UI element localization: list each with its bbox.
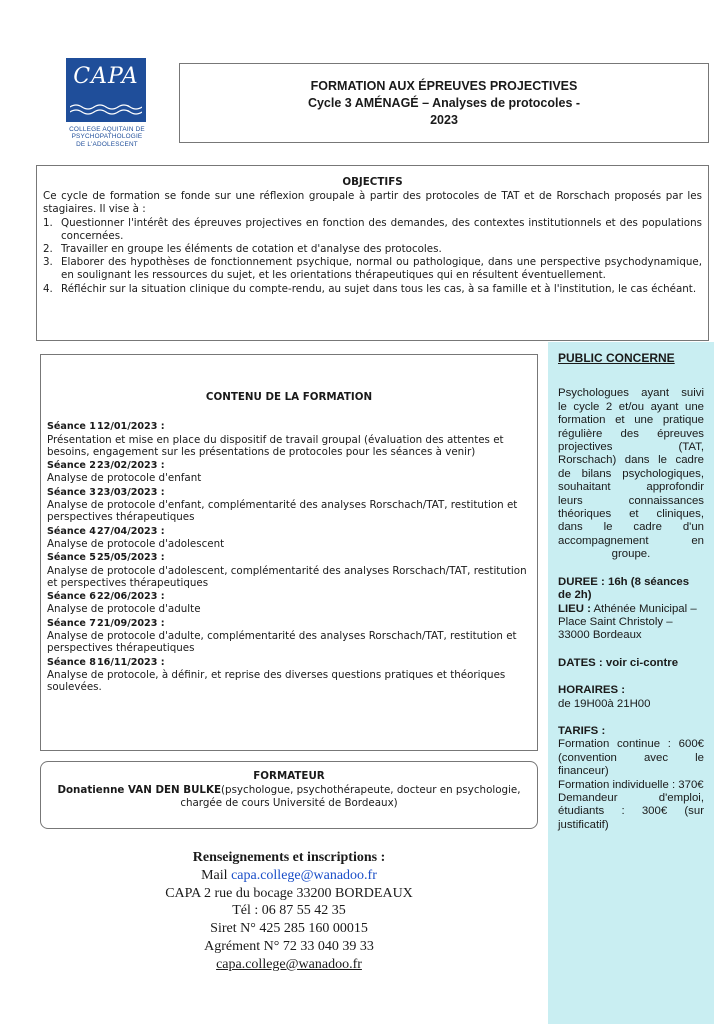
session-description: Analyse de protocole d'enfant bbox=[47, 472, 202, 485]
contact-mail-line: Mail capa.college@wanadoo.fr bbox=[201, 867, 377, 883]
session-header: Séance 721/09/2023 : bbox=[47, 617, 165, 629]
info-sidebar bbox=[548, 342, 714, 1024]
price-continue: Formation continue : 600€ (convention avec le financeur) bbox=[558, 738, 704, 778]
session-header: Séance 323/03/2023 : bbox=[47, 486, 165, 498]
contact-address: CAPA 2 rue du bocage 33200 BORDEAUX bbox=[165, 885, 413, 901]
public-description: Psychologues ayant suivi le cycle 2 et/ou ayant une formation et une pratique régulière des épreuves projectives (TAT, Rorschach) dans le cadre de bilans psychologiques, souhaitant approfondir leurs connaissances théoriques et cliniques, dans le cadre d'un accompagnement en groupe. bbox=[558, 387, 704, 561]
session-header: Séance 112/01/2023 : bbox=[47, 421, 165, 433]
email-link[interactable]: capa.college@wanadoo.fr bbox=[231, 867, 377, 883]
hours-heading: HORAIRES : bbox=[558, 684, 626, 697]
session-header: Séance 816/11/2023 : bbox=[47, 656, 165, 668]
title-line-3: 2023 bbox=[430, 113, 458, 127]
content-heading: CONTENU DE LA FORMATION bbox=[205, 391, 373, 403]
contact-heading: Renseignements et inscriptions : bbox=[192, 850, 386, 865]
title-line-2: Cycle 3 AMÉNAGÉ – Analyses de protocoles - bbox=[307, 96, 581, 110]
contact-block bbox=[40, 849, 538, 974]
objectives-heading: OBJECTIFS bbox=[342, 176, 403, 188]
session-description: Analyse de protocole, à définir, et reprise des diverses questions pratiques et théoriques soulevées. bbox=[47, 668, 506, 694]
wave-icon bbox=[70, 102, 142, 116]
list-item: 1. Questionner l'intérêt des épreuves projectives en fonction des demandes, des contextes institutionnels et des populations concernées. bbox=[43, 216, 702, 242]
session-description: Analyse de protocole d'adolescent bbox=[47, 537, 225, 550]
session-description: Analyse de protocole d'adulte, complémentarité des analyses Rorschach/TAT, restitution et perspectives thérapeutiques bbox=[47, 630, 517, 655]
logo-caption: COLLEGE AQUITAIN DE PSYCHOPATHOLOGIE DE L'ADOLESCENT bbox=[69, 126, 145, 148]
session-header: Séance 622/06/2023 : bbox=[47, 591, 165, 603]
trainer-heading: FORMATEUR bbox=[253, 770, 325, 782]
price-individual: Formation individuelle : 370€ bbox=[558, 778, 704, 791]
logo-mark bbox=[66, 58, 146, 122]
session-header: Séance 223/02/2023 : bbox=[47, 460, 165, 472]
trainer-box bbox=[40, 761, 538, 829]
session-description: Analyse de protocole d'adolescent, complémentarité des analyses Rorschach/TAT, restitution et perspectives thérapeutiques bbox=[47, 564, 527, 589]
title-box bbox=[179, 63, 709, 143]
objectives-list bbox=[43, 217, 702, 296]
objectives-intro: Ce cycle de formation se fonde sur une réflexion groupale à partir des protocoles de TAT et de Rorschach proposés par les stagiaires. Il vise à : bbox=[43, 190, 702, 216]
contact-agrement: Agrément N° 72 33 040 39 33 bbox=[204, 938, 374, 954]
price-job-seeker: Demandeur d'emploi, étudiants : 300€ (sur justificatif) bbox=[558, 791, 704, 831]
session-description: Présentation et mise en place du dispositif de travail groupal (évaluation des attentes et besoins, engagement sur les présentations de protocoles pour les séances à venir) bbox=[47, 433, 504, 458]
trainer-details-2: chargée de cours Université de Bordeaux) bbox=[180, 797, 398, 809]
capa-logo bbox=[62, 58, 152, 160]
list-item: 3. Elaborer des hypothèses de fonctionnement psychique, normal ou pathologique, dans une perspective psychodynamique, en soulignant les ressources du sujet, et les orientations thérapeutiques qui en résultent éventuellement. bbox=[43, 256, 702, 282]
duration: DUREE : 16h (8 séances de 2h) bbox=[558, 575, 690, 602]
content-box bbox=[40, 354, 538, 751]
contact-mail-line-2 bbox=[40, 956, 538, 974]
title-line-1: FORMATION AUX ÉPREUVES PROJECTIVES bbox=[310, 79, 578, 93]
public-heading: PUBLIC CONCERNE bbox=[558, 351, 675, 365]
objectives-box bbox=[36, 165, 709, 341]
prices-heading: TARIFS : bbox=[558, 724, 606, 737]
trainer-name: Donatienne VAN DEN BULKE bbox=[57, 784, 222, 796]
hours: de 19H00à 21H00 bbox=[558, 697, 651, 710]
email-link-2[interactable]: capa.college@wanadoo.fr bbox=[216, 956, 362, 972]
list-item: 2. Travailler en groupe les éléments de cotation et d'analyse des protocoles. bbox=[43, 243, 442, 256]
session-header: Séance 427/04/2023 : bbox=[47, 525, 165, 537]
list-item: 4. Réfléchir sur la situation clinique du compte-rendu, au sujet dans tous les cas, à sa famille et à l'institution, le cas échéant. bbox=[43, 282, 697, 295]
trainer-details: Donatienne VAN DEN BULKE(psychologue, psychothérapeute, docteur en psychologie, bbox=[57, 784, 521, 796]
logo-text: CAPA bbox=[73, 64, 139, 89]
session-description: Analyse de protocole d'adulte bbox=[47, 603, 201, 616]
dates: DATES : voir ci-contre bbox=[558, 656, 679, 669]
location: LIEU : Athénée Municipal – Place Saint Christoly – 33000 Bordeaux bbox=[558, 602, 697, 642]
contact-phone: Tél : 06 87 55 42 35 bbox=[232, 903, 346, 919]
session-description: Analyse de protocole d'enfant, complémentarité des analyses Rorschach/TAT, restitution et perspectives thérapeutiques bbox=[47, 499, 518, 524]
contact-siret: Siret N° 425 285 160 00015 bbox=[210, 921, 368, 937]
session-header: Séance 525/05/2023 : bbox=[47, 552, 165, 564]
